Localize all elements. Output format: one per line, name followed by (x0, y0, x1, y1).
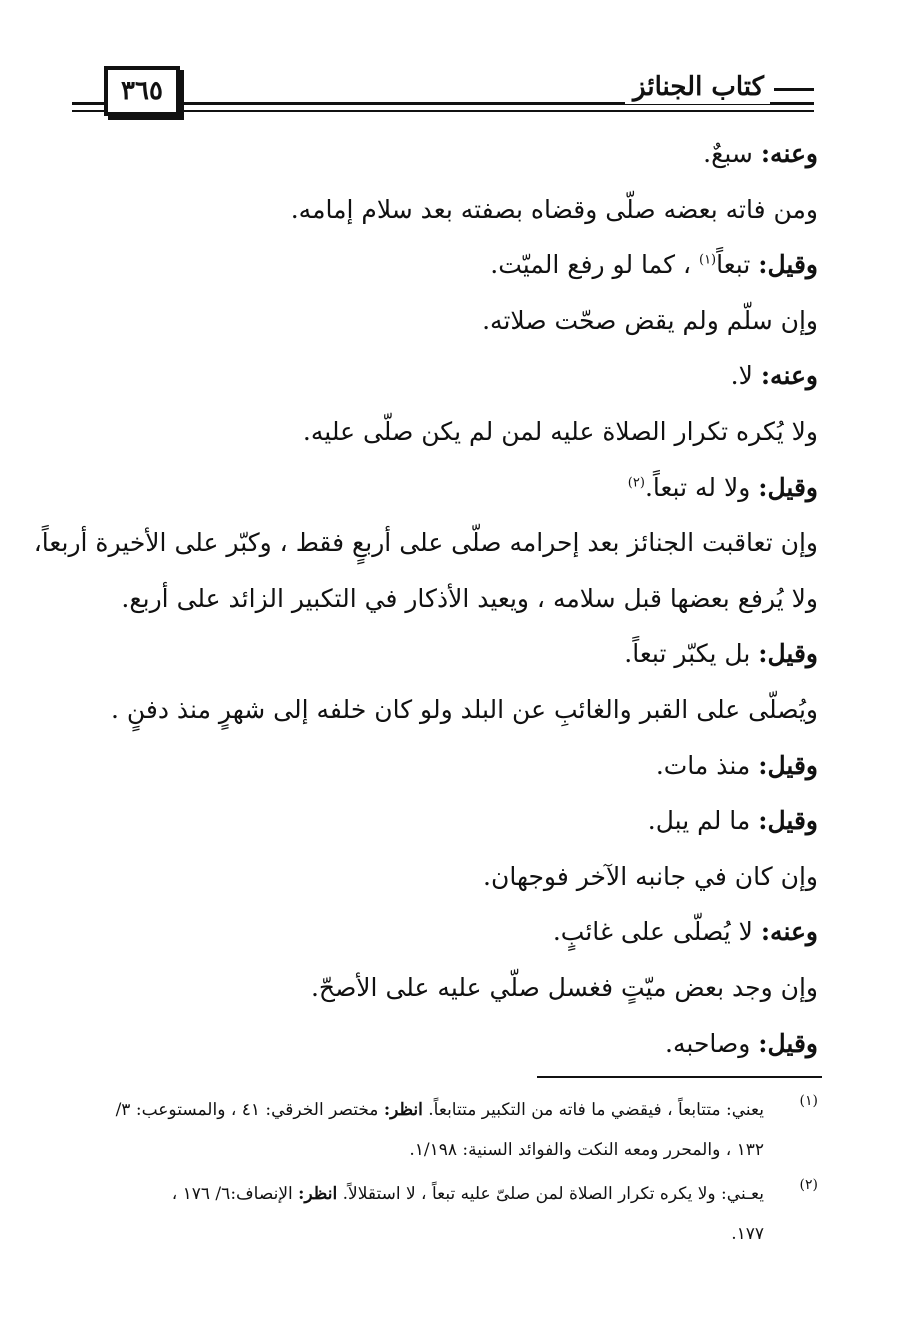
paragraph (74, 348, 818, 404)
paragraph-text: ما لم يبل. (647, 806, 759, 836)
paragraph-text: سبعٌ. (703, 139, 761, 168)
paragraph-text: ولا يُكره تكرار الصلاة عليه لمن لم يكن صلّى عليه. (302, 416, 818, 446)
paragraph-text: ولا له تبعاً. (644, 472, 759, 502)
paragraph-text: ، كما لو رفع الميّت. (490, 250, 699, 280)
title-dash (774, 88, 814, 91)
paragraph (74, 626, 818, 682)
footnote-see-label: انظر: (298, 1184, 338, 1204)
paragraph-lead: وقيل: (758, 639, 818, 669)
footnote-text: يعني: متتابعاً ، فيقضي ما فاته من التكبير متتابعاً. (422, 1100, 764, 1120)
paragraph-text: وإن كان في جانبه الآخر فوجهان. (483, 861, 818, 891)
paragraph (74, 904, 818, 960)
paragraph-text: لا يُصلّى على غائبٍ. (552, 917, 761, 947)
paragraph (74, 293, 818, 349)
footnote-ref[interactable]: (٢) (627, 475, 645, 491)
paragraph (74, 682, 818, 738)
paragraph-text: ويُصلّى على القبر والغائبِ عن البلد ولو كان خلفه إلى شهرٍ منذ دفنٍ . (110, 694, 818, 724)
paragraph-text: بل يكبّر تبعاً. (624, 639, 759, 669)
paragraph-text: وإن سلّم ولم يقض صحّت صلاته. (482, 305, 818, 335)
paragraph (74, 738, 818, 794)
paragraph (74, 1016, 818, 1072)
paragraph (74, 960, 818, 1016)
paragraph-text: وإن تعاقبت الجنائز بعد إحرامه صلّى على أربعٍ فقط ، وكبّر على الأخيرة أربعاً، (33, 528, 818, 558)
paragraph (74, 126, 818, 182)
paragraph-lead: وقيل: (758, 472, 818, 502)
page-number: ٣٦٥ (121, 76, 163, 106)
paragraph-text: وإن وجد بعض ميّتٍ فغسل صلّي عليه على الأصحّ. (310, 972, 818, 1002)
footnote-line (84, 1174, 764, 1214)
page-header (72, 66, 814, 122)
footnote-text: الإنصاف:٦/ ١٧٦ ، (171, 1184, 299, 1204)
footnote-text: مختصر الخرقي: ٤١ ، والمستوعب: ٣/ (115, 1100, 384, 1120)
paragraph (74, 849, 818, 905)
paragraph (74, 793, 818, 849)
paragraph (74, 571, 818, 627)
paragraph-lead: وقيل: (758, 1028, 818, 1058)
paragraph-lead: وعنه: (760, 361, 818, 391)
footnote (84, 1090, 818, 1170)
paragraph-text: ولا يُرفع بعضها قبل سلامه ، ويعيد الأذكار في التكبير الزائد على أربع. (121, 583, 818, 613)
paragraph-text: وصاحبه. (665, 1028, 759, 1058)
paragraph (74, 182, 818, 238)
footnotes (84, 1090, 818, 1258)
paragraph-lead: وعنه: (760, 139, 818, 168)
paragraph-lead: وقيل: (758, 250, 818, 280)
footnote-number: (٢) (799, 1177, 818, 1193)
paragraph (33, 515, 818, 571)
page-number-box (104, 66, 180, 116)
header-rule-thin (72, 110, 814, 112)
paragraph-lead: وعنه: (760, 917, 818, 947)
paragraph-text: تبعاً (716, 250, 759, 280)
footnote-text: يعـني: ولا يكره تكرار الصلاة لمن صلىّ عليه تبعاً ، لا استقلالاً. (337, 1184, 764, 1204)
running-title: كتاب الجنائز (625, 70, 770, 104)
footnote-number: (١) (799, 1093, 818, 1109)
paragraph-text: ومن فاته بعضه صلّى وقضاه بصفته بعد سلام إمامه. (290, 194, 818, 224)
paragraph (74, 237, 818, 293)
paragraph-text: لا. (730, 361, 761, 391)
paragraph-text: منذ مات. (655, 750, 759, 780)
main-text (33, 126, 818, 1071)
footnote-line: ١٧٧. (731, 1224, 764, 1244)
footnote-see-label: انظر: (383, 1100, 423, 1120)
paragraph (74, 404, 818, 460)
paragraph (74, 460, 818, 516)
footnote (84, 1174, 818, 1254)
footnote-line: ١٣٢ ، والمحرر ومعه النكت والفوائد السنية: ١/١٩٨. (409, 1140, 764, 1160)
footnote-separator (537, 1076, 822, 1078)
paragraph-lead: وقيل: (758, 750, 818, 780)
footnote-ref[interactable]: (١) (698, 252, 717, 268)
paragraph-lead: وقيل: (758, 806, 818, 836)
footnote-line (84, 1090, 764, 1130)
